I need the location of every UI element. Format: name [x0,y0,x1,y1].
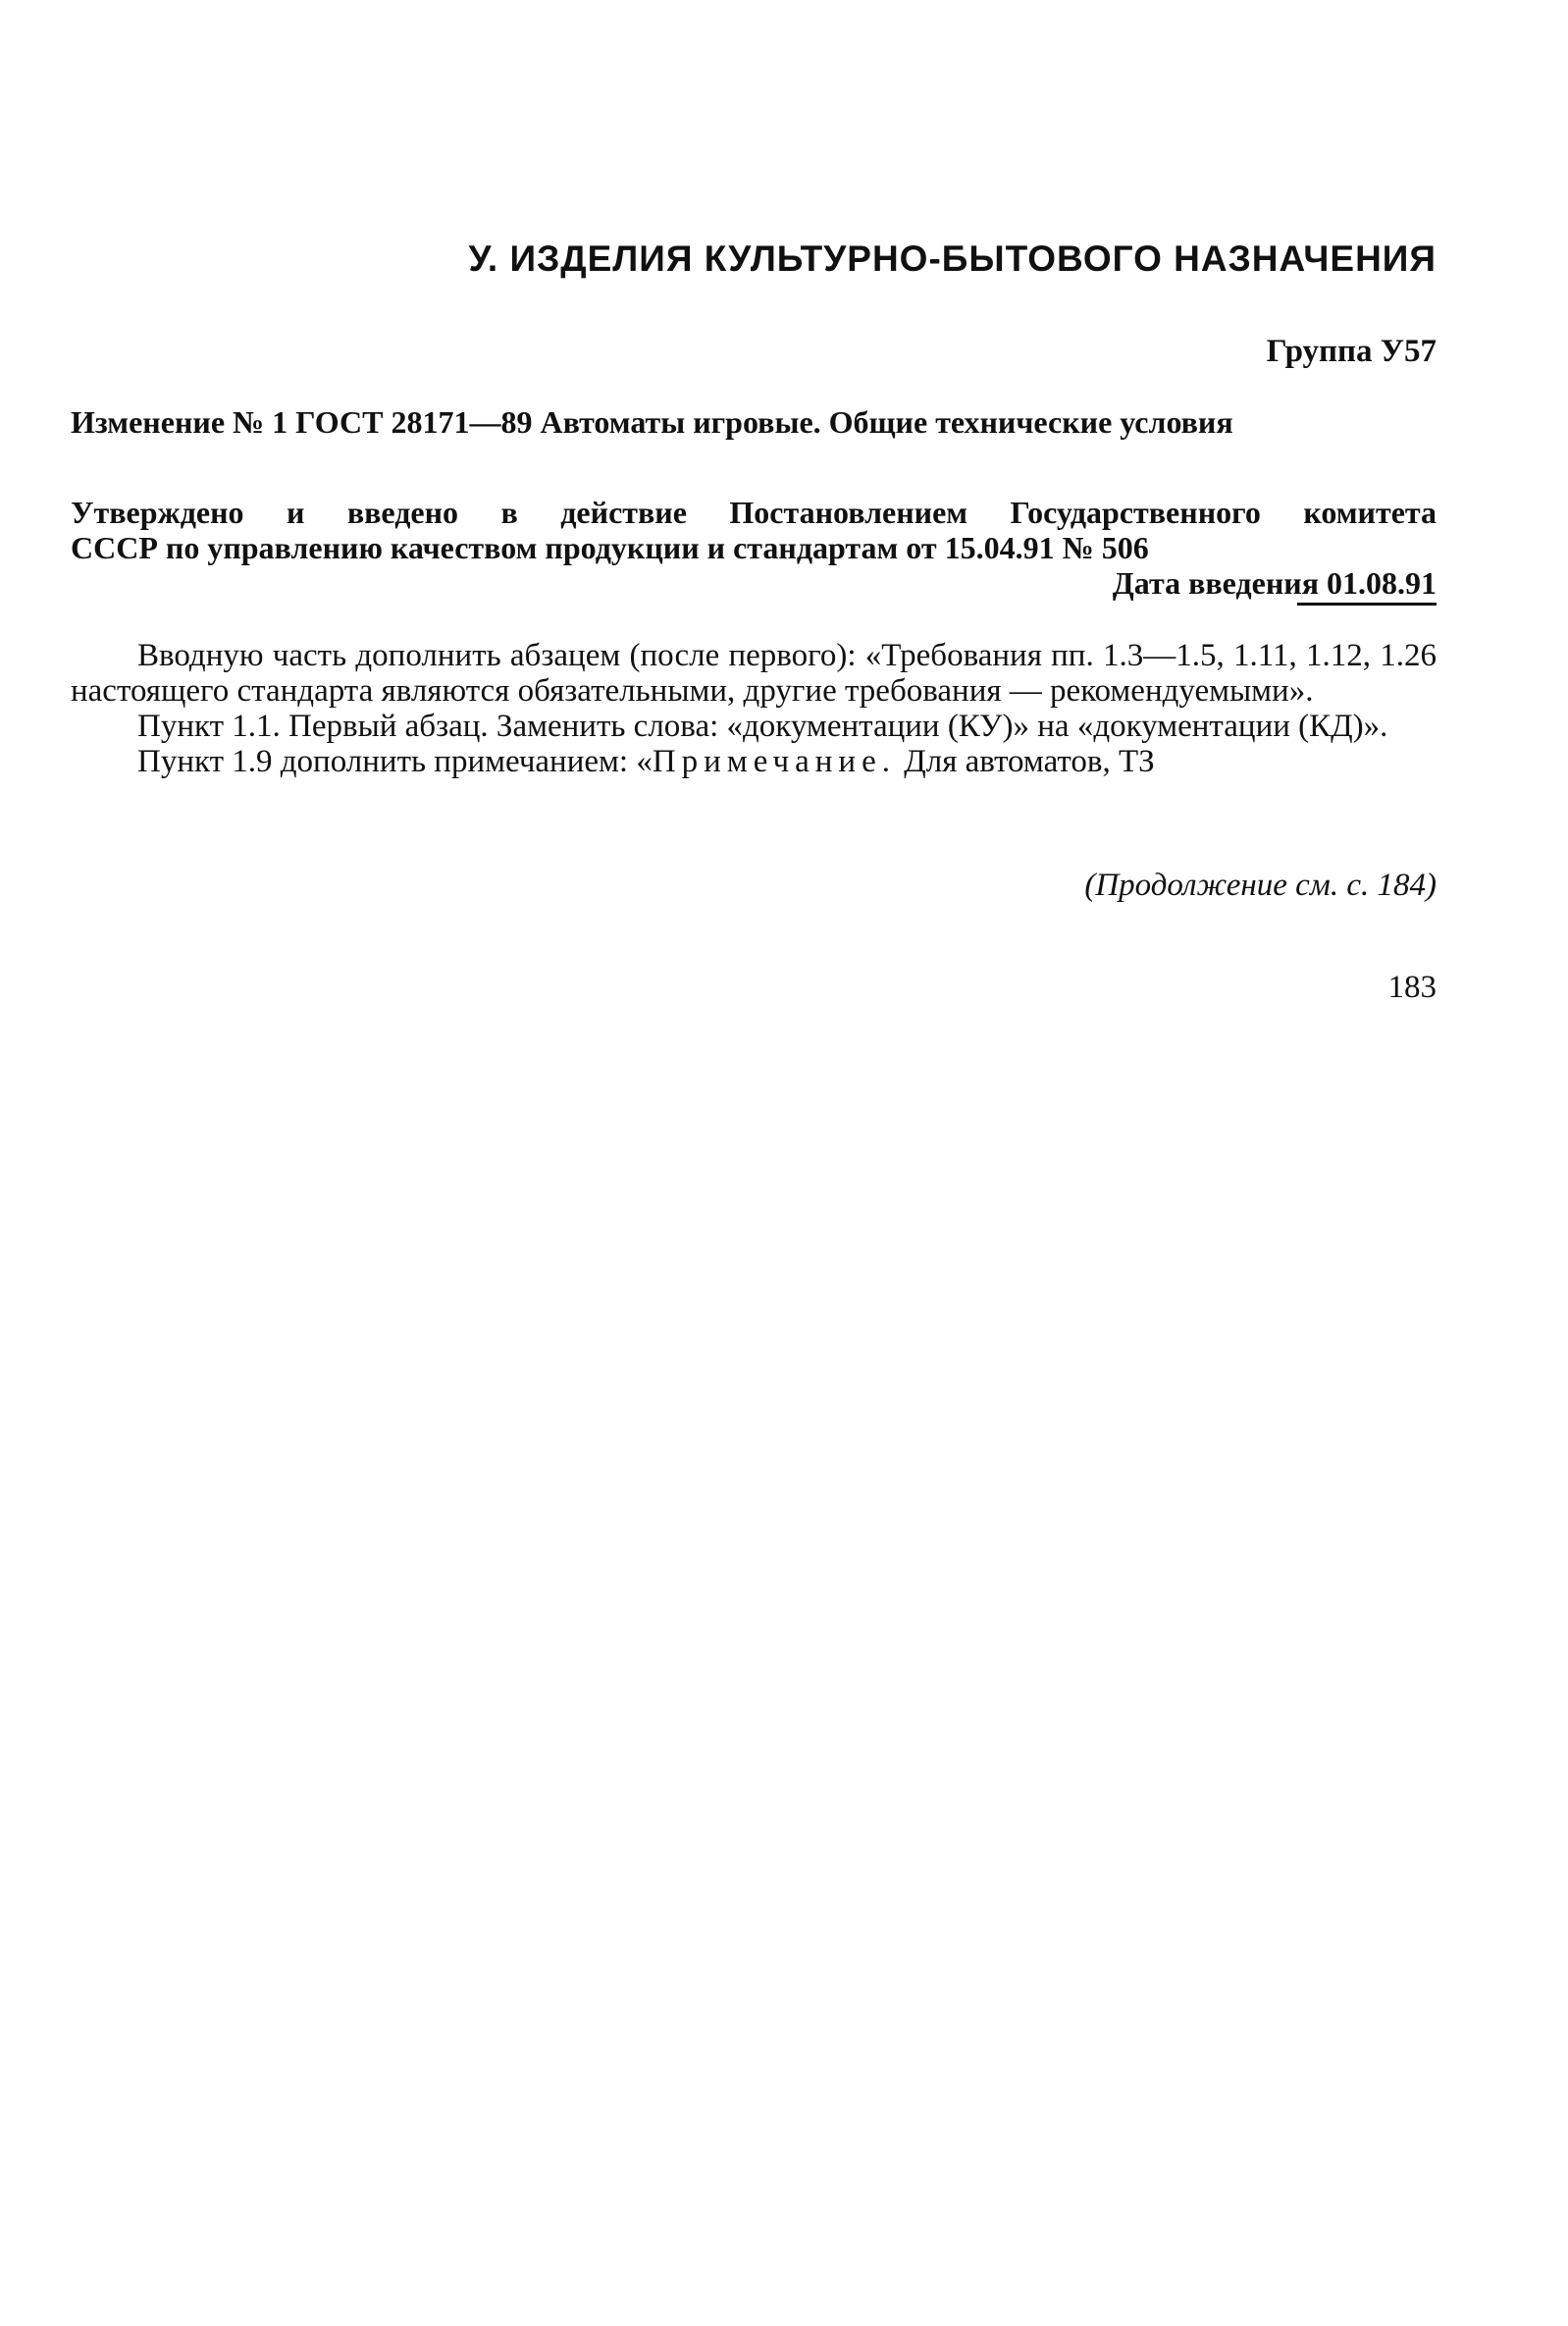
approval-line-1: Утверждено и введено в действие Постановлением Государственного комитета [71,495,1437,530]
group-code: Группа У57 [1266,334,1437,369]
note-word: Примечание. [652,744,896,779]
continuation-note: (Продолжение см. с. 184) [1084,868,1437,903]
section-title: У. ИЗДЕЛИЯ КУЛЬТУРНО-БЫТОВОГО НАЗНАЧЕНИЯ [468,238,1437,279]
approval-block [71,495,1437,565]
intro-date: Дата введения 01.08.91 [1112,565,1437,601]
amendment-body [71,638,1437,779]
paragraph-intro: Вводную часть дополнить абзацем (после первого): «Требования пп. 1.3—1.5, 1.11, 1.12, 1.26 настоящего стандарта являются обязательными, другие требования — рекомендуемыми». [71,638,1437,709]
paragraph-item-1-1: Пункт 1.1. Первый абзац. Заменить слова: «документации (КУ)» на «документации (КД)». [137,709,1388,744]
date-underline [1297,603,1437,606]
approval-line-2: СССР по управлению качеством продукции и стандартам от 15.04.91 № 506 [71,530,1149,565]
amendment-title: Изменение № 1 ГОСТ 28171—89 Автоматы игровые. Общие технические условия [71,404,1233,440]
page-number: 183 [1387,970,1437,1005]
paragraph-item-1-9-start: Пункт 1.9 дополнить примечанием: « [137,744,653,779]
paragraph-item-1-9 [71,744,1437,779]
paragraph-item-1-9-end: Для автоматов, ТЗ [896,744,1155,779]
